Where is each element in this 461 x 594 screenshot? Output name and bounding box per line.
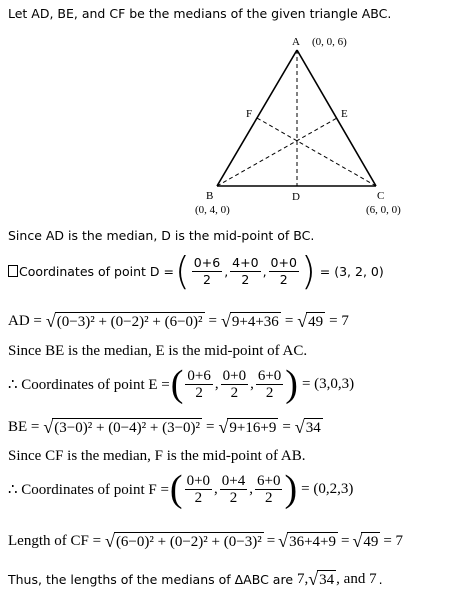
conclusion-v3: , and 7 [336, 571, 377, 587]
be-lhs: BE = [8, 419, 40, 435]
intro-text: Let AD, BE, and CF be the medians of the given triangle ABC. [8, 6, 392, 21]
conclusion-line [8, 570, 383, 589]
e-frac-2: $\frac{0+0}{2}$ [222, 367, 247, 401]
e-frac-3: $\frac{6+0}{2}$ [257, 367, 282, 401]
f-coords-result: = (0,2,3) [301, 480, 354, 497]
point-d-label: D [292, 191, 300, 203]
be-sqrt-1: √ (3−0)² + (0−4)² + (3−0)² [43, 417, 201, 437]
be-sqrt-2: √ 9+16+9 [218, 417, 277, 437]
median-be [217, 118, 337, 186]
cf-sqrt-2: √ 36+4+9 [278, 531, 336, 551]
point-e-label: E [341, 108, 348, 120]
cf-result: = 7 [383, 533, 404, 549]
e-frac-1: $\frac{0+6}{2}$ [187, 367, 211, 401]
f-median-text: Since CF is the median, F is the mid-point of AB. [8, 448, 306, 464]
vertex-a-coord: (0, 0, 6) [312, 36, 347, 48]
side-ac [297, 50, 376, 186]
d-frac-3: $\frac{0+0}{2}$ [270, 254, 297, 287]
cf-sqrt-1: √ (6−0)² + (0−2)² + (0−3)² [105, 531, 262, 551]
e-median-text: Since BE is the median, E is the mid-point of AC. [8, 343, 308, 359]
f-coords-label: ∴ Coordinates of point F = [8, 481, 169, 498]
vertex-b-label: B [206, 190, 214, 202]
d-coords-result: = (3, 2, 0) [319, 263, 384, 279]
d-coords-label: Coordinates of point D = [19, 263, 174, 279]
ad-sqrt-3: √ 49 [297, 311, 324, 331]
point-f-label: F [246, 108, 253, 120]
f-frac-1: $\frac{0+0}{2}$ [186, 472, 211, 506]
ad-lhs: AD = [8, 313, 42, 329]
f-frac-3: $\frac{6+0}{2}$ [257, 472, 281, 506]
cf-length-line: Length of CF = √ (6−0)² + (0−2)² + (0−3)² = √ 36+4+9 = √ 49 = 7 [8, 531, 404, 551]
ad-result: = 7 [329, 313, 349, 329]
f-coordinates-line: ∴ Coordinates of point F = ( $\frac{0+0}{2}$ , $\frac{0+4}{2}$ , $\frac{6+0}{2}$ ) = (0,2,3) [8, 468, 354, 510]
f-frac-2: $\frac{0+4}{2}$ [221, 472, 246, 506]
cf-sqrt-3: √ 49 [352, 531, 379, 551]
d-median-text: Since AD is the median, D is the mid-point of BC. [8, 228, 315, 243]
conclusion-v1: 7, [297, 571, 309, 587]
ad-length-line: AD = √ (0−3)² + (0−2)² + (6−0)² = √ 9+4+36 = √ 49 = 7 [8, 311, 349, 331]
e-coords-result: = (3,0,3) [301, 375, 355, 392]
e-coordinates-line: ∴ Coordinates of point E = ( $\frac{0+6}{2}$ , $\frac{0+0}{2}$ , $\frac{6+0}{2}$ ) = (3,0,3) [8, 363, 355, 405]
vertex-c-coord: (6, 0, 0) [366, 204, 401, 216]
cf-lhs: Length of CF = [8, 533, 102, 549]
conclusion-end: . [378, 572, 383, 587]
vertex-c-label: C [377, 190, 385, 202]
ad-sqrt-2: √ 9+4+36 [221, 311, 279, 331]
be-length-line: BE = √ (3−0)² + (0−4)² + (3−0)² = √ 9+16+9 = √ 34 [8, 417, 321, 437]
conclusion-text: Thus, the lengths of the medians of ΔABC are [8, 572, 294, 587]
ad-sqrt-1: √ (0−3)² + (0−2)² + (6−0)² [45, 311, 203, 331]
vertex-a-label: A [292, 36, 300, 48]
d-frac-1: $\frac{0+6}{2}$ [193, 254, 221, 287]
be-sqrt-3: √ 34 [294, 417, 321, 437]
triangle-diagram [0, 0, 461, 230]
box-glyph-icon [8, 265, 18, 277]
conclusion-sqrt: √ 34 [308, 569, 335, 589]
vertex-b-coord: (0, 4, 0) [195, 204, 230, 216]
d-coordinates-line: Coordinates of point D = ( $\frac{0+6}{2}$ , $\frac{4+0}{2}$ , $\frac{0+0}{2}$ ) = (3, 2, 0) [8, 252, 384, 290]
d-frac-2: $\frac{4+0}{2}$ [232, 254, 259, 287]
e-coords-label: ∴ Coordinates of point E = [8, 376, 170, 393]
median-cf [257, 118, 376, 186]
